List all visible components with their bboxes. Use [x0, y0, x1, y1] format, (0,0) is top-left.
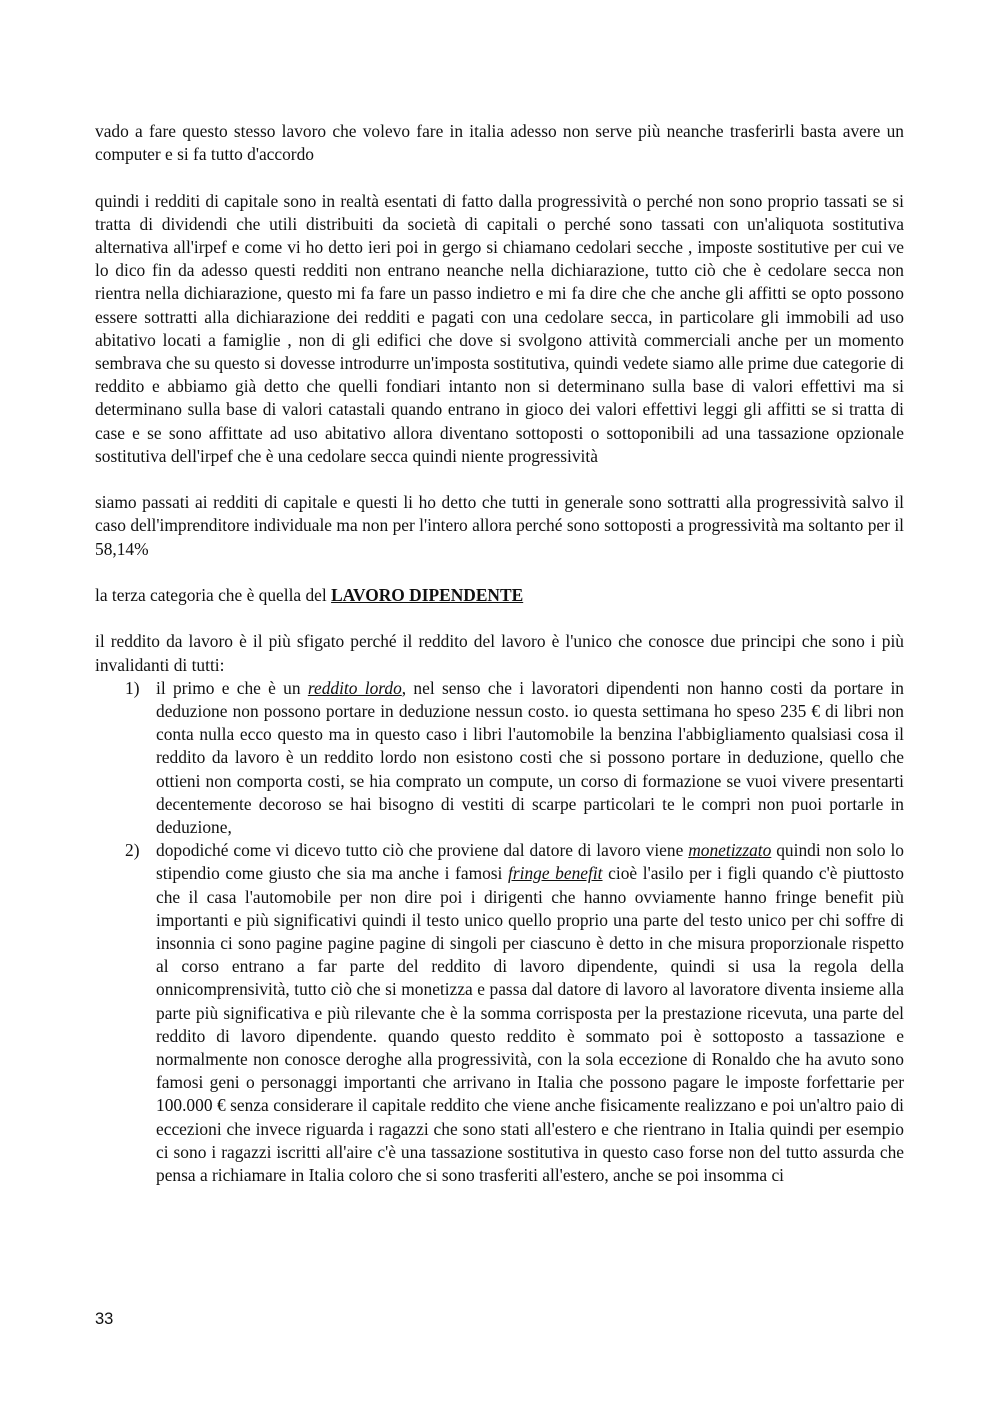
list-text: dopodiché come vi dicevo tutto ciò che proviene dal datore di lavoro viene — [156, 840, 689, 861]
emphasis-term: reddito lordo — [307, 677, 402, 698]
emphasis-term: fringe benefit — [508, 863, 603, 884]
paragraph-gap — [95, 561, 904, 584]
list-text: quindi non solo lo stipendio come giusto che sia ma anche i famosi — [156, 840, 904, 884]
paragraph-5: il reddito da lavoro è il più sfigato perché il reddito del lavoro è l'unico che conosce due principi che sono i più invalidanti di tutti: — [95, 631, 904, 675]
list-text: il primo e che è un — [156, 677, 308, 698]
numbered-list — [95, 677, 904, 1187]
paragraph-gap — [95, 607, 904, 630]
paragraph-2: quindi i redditi di capitale sono in realtà esentati di fatto dalla progressività o perché non sono proprio tassati se si tratta di dividendi che utili distribuiti da società di capitali o perché sono tassati con un'aliquota sostitutiva alternativa all'irpef e come vi ho detto ieri poi in gergo si chiamano cedolari secche , imposte sostitutive per cui ve lo dico fin da adesso questi redditi non entrano neanche nella dichiarazione, tutto ciò che è cedolare secca non rientra nella dichiarazione, questo mi fa fare un passo indietro e mi fa dire che che anche gli affitti se opto possono essere sottratti alla dichiarazione dei redditi e pagati con una cedolare secca, in particolare gli immobili ad uso abitativo locati a famiglie , non di gli edifici che dove si svolgono attività commerciali anche per un momento sembrava che su questo si dovesse introdurre un'imposta sostitutiva, quindi vedete siamo alle prime due categorie di reddito e abbiamo già detto che quelli fondiari intanto non si determinano sulla base di valori effettivi ma si determinano sulla base di valori catastali quando entrano in gioco dei valori effettivi leggi gli affitti se si tratta di case e se sono affittate ad uso abitativo allora diventano sottoposti o sottoponibili ad una tassazione opzionale sostitutiva dell'irpef che è una cedolare secca quindi niente progressività — [95, 190, 904, 466]
page-number: 33 — [95, 1310, 114, 1328]
paragraph-3: siamo passati ai redditi di capitale e questi li ho detto che tutti in generale sono sottratti alla progressività salvo il caso dell'imprenditore individuale ma non per l'intero allora perché sono sottoposti a progressività ma soltanto per il 58,14% — [95, 492, 904, 559]
list-item — [95, 677, 904, 839]
list-number: 1) — [125, 677, 140, 698]
heading-prefix: la terza categoria che è quella del — [95, 585, 332, 606]
list-item — [95, 839, 904, 1187]
paragraph-gap — [95, 166, 904, 189]
list-text: cioè l'asilo per i figli quando c'è piuttosto che il casa l'automobile per non dire poi i dirigenti che hanno ovviamente hanno fringe benefit più importanti e più significativi quindi il testo unico quello proprio una parte del testo unico per chi soffre di insonnia ci sono pagine pagine pagine di singoli per ciascuno è detto in che misura proporzionale rispetto al corso entrano a far parte del reddito di lavoro dipendente, quindi si usa la regola della onnicomprensività, tutto ciò che si monetizza e passa dal datore di lavoro al lavoratore diventa insieme alla parte più significativa e più rilevante che è la somma corrisposta per la prestazione ricevuta, una parte del reddito di lavoro dipendente. quando questo reddito è sommato poi è sottoposto a tassazione e normalmente non conosce deroghe alla progressività, con la sola eccezione di Ronaldo che ha avuto sono famosi geni o personaggi importanti che arrivano in Italia che possono pagare le imposte forfettarie per 100.000 € senza considerare il capitale reddito che viene anche fisicamente realizzano e poi un'altro paio di eccezioni che invece riguarda i ragazzi che sono stati all'estero e che rientrano in Italia quindi per esempio ci sono i ragazzi iscritti all'aire c'è una tassazione sostitutiva in questo caso forse non del tutto assurda che pensa a richiamare in Italia coloro che si sono trasferiti all'estero, anche se poi insomma ci — [156, 863, 904, 1186]
document-body — [95, 120, 904, 1187]
paragraph-gap — [95, 468, 904, 491]
list-number: 2) — [125, 840, 140, 861]
paragraph-1: vado a fare questo stesso lavoro che volevo fare in italia adesso non serve più neanche trasferirli basta avere un computer e si fa tutto d'accordo — [95, 121, 904, 165]
section-heading-line — [95, 584, 904, 607]
section-heading: LAVORO DIPENDENTE — [331, 585, 524, 606]
emphasis-term: monetizzato — [688, 840, 772, 861]
list-text: , nel senso che i lavoratori dipendenti non hanno costi da portare in deduzione non possono portare in deduzione nessun costo. io questa settimana ho speso 235 € di libri non conta nulla ecco questo ma in questo caso i libri l'automobile la benzina l'abbigliamento qualsiasi cosa il reddito da lavoro è un reddito lordo non esistono costi che si possono portare in deduzione, quello che ottieni non comporta costi, se hia comprato un compute, un corso di formazione se vuoi vivere presentarti decentemente decoroso se hai bisogno di vestiti di scarpe particolari te le compri non puoi portarle in deduzione, — [156, 677, 904, 838]
